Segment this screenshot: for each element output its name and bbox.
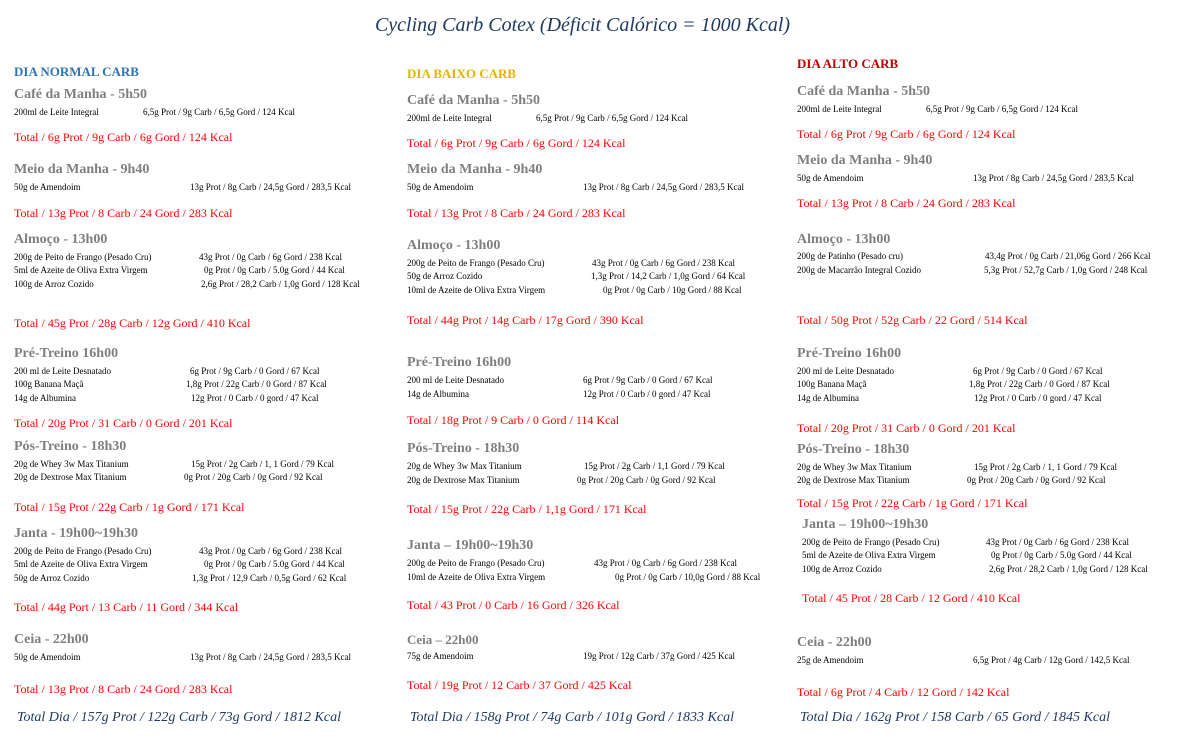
food-name: 5ml de Azeite de Oliva Extra Virgem [14, 265, 148, 275]
food-macros: 1,8g Prot / 22g Carb / 0 Gord / 87 Kcal [186, 379, 327, 389]
meal-title: Janta – 19h00~19h30 [802, 517, 929, 532]
meal-total: Total / 44g Port / 13 Carb / 11 Gord / 344 Kcal [14, 600, 239, 614]
meal-title: Café da Manha - 5h50 [407, 93, 541, 108]
meal-total: Total / 13g Prot / 8 Carb / 24 Gord / 283 Kcal [407, 206, 626, 220]
meal-total: Total / 20g Prot / 31 Carb / 0 Gord / 201 Kcal [797, 421, 1016, 435]
meal-total: Total / 6g Prot / 9g Carb / 6g Gord / 124 Kcal [797, 127, 1016, 141]
food-name: 25g de Amendoim [797, 655, 864, 665]
food-name: 20g de Dextrose Max Titanium [14, 472, 127, 482]
food-macros: 0g Prot / 0g Carb / 10g Gord / 88 Kcal [603, 285, 742, 295]
food-name: 10ml de Azeite de Oliva Extra Virgem [407, 285, 546, 295]
food-name: 14g de Albumina [14, 393, 76, 403]
food-item [802, 550, 1192, 562]
food-item [14, 459, 394, 471]
meal-title: Janta – 19h00~19h30 [407, 538, 534, 553]
day-total: Total Dia / 162g Prot / 158 Carb / 65 Gord / 1845 Kcal [800, 710, 1110, 725]
food-macros: 1,8g Prot / 22g Carb / 0 Gord / 87 Kcal [969, 379, 1110, 389]
document-title: Cycling Carb Cotex (Déficit Calórico = 1000 Kcal) [374, 14, 791, 36]
food-macros: 6,5g Prot / 4g Carb / 12g Gord / 142,5 Kcal [973, 655, 1130, 665]
food-name: 50g de Amendoim [797, 173, 864, 183]
meal-title: Pré-Treino 16h00 [14, 346, 119, 361]
food-name: 200g de Peito de Frango (Pesado Cru) [802, 537, 940, 547]
food-macros: 5,3g Prot / 52,7g Carb / 1,0g Gord / 248 Kcal [984, 265, 1148, 275]
food-macros: 1,3g Prot / 14,2 Carb / 1,0g Gord / 64 Kcal [591, 271, 746, 281]
food-name: 20g de Dextrose Max Titanium [797, 475, 910, 485]
meal-title: Café da Manha - 5h50 [14, 87, 148, 102]
food-item [797, 655, 1187, 667]
food-name: 200g de Peito de Frango (Pesado Cru) [14, 546, 152, 556]
food-name: 100g Banana Maçã [797, 379, 867, 389]
food-name: 50g de Amendoim [14, 182, 81, 192]
meal-title: Ceia - 22h00 [14, 632, 89, 647]
food-macros: 0g Prot / 0g Carb / 10,0g Gord / 88 Kcal [615, 572, 761, 582]
meal-total: Total / 20g Prot / 31 Carb / 0 Gord / 201 Kcal [14, 416, 233, 430]
food-item [797, 173, 1187, 185]
food-item [797, 462, 1187, 474]
food-item [407, 651, 792, 663]
food-macros: 13g Prot / 8g Carb / 24,5g Gord / 283,5 Kcal [190, 652, 351, 662]
food-macros: 12g Prot / 0 Carb / 0 gord / 47 Kcal [974, 393, 1102, 403]
food-macros: 6g Prot / 9g Carb / 0 Gord / 67 Kcal [190, 366, 320, 376]
food-item [407, 258, 792, 270]
food-macros: 6g Prot / 9g Carb / 0 Gord / 67 Kcal [973, 366, 1103, 376]
meal-title: Meio da Manha - 9h40 [797, 153, 933, 168]
food-macros: 6g Prot / 9g Carb / 0 Gord / 67 Kcal [583, 375, 713, 385]
meal-total: Total / 6g Prot / 4 Carb / 12 Gord / 142 Kcal [797, 685, 1010, 699]
food-macros: 43g Prot / 0g Carb / 6g Gord / 238 Kcal [199, 546, 342, 556]
food-name: 10ml de Azeite de Oliva Extra Virgem [407, 572, 546, 582]
day-total: Total Dia / 157g Prot / 122g Carb / 73g Gord / 1812 Kcal [17, 710, 341, 725]
food-item [407, 285, 792, 297]
food-name: 50g de Amendoim [14, 652, 81, 662]
food-macros: 13g Prot / 8g Carb / 24,5g Gord / 283,5 Kcal [973, 173, 1134, 183]
food-macros: 15g Prot / 2g Carb / 1,1 Gord / 79 Kcal [584, 461, 725, 471]
food-item [14, 107, 394, 119]
food-item [407, 389, 792, 401]
food-item [802, 537, 1192, 549]
meal-total: Total / 18g Prot / 9 Carb / 0 Gord / 114 Kcal [407, 413, 620, 427]
food-name: 5ml de Azeite de Oliva Extra Virgem [802, 550, 936, 560]
meal-total: Total / 44g Prot / 14g Carb / 17g Gord / 390 Kcal [407, 313, 644, 327]
meal-title: Almoço - 13h00 [797, 232, 891, 247]
food-macros: 12g Prot / 0 Carb / 0 gord / 47 Kcal [191, 393, 319, 403]
meal-title: Pré-Treino 16h00 [407, 355, 512, 370]
food-name: 5ml de Azeite de Oliva Extra Virgem [14, 559, 148, 569]
meal-title: Almoço - 13h00 [407, 238, 501, 253]
food-item [14, 546, 394, 558]
food-name: 50g de Amendoim [407, 182, 474, 192]
food-item [14, 472, 394, 484]
column-header: DIA ALTO CARB [797, 56, 899, 71]
food-item [802, 564, 1192, 576]
food-name: 100g de Arroz Cozido [14, 279, 94, 289]
food-macros: 0g Prot / 20g Carb / 0g Gord / 92 Kcal [577, 475, 716, 485]
meal-title: Almoço - 13h00 [14, 232, 108, 247]
food-item [14, 182, 394, 194]
food-item [797, 265, 1187, 277]
meal-title: Café da Manha - 5h50 [797, 84, 931, 99]
meal-title: Pré-Treino 16h00 [797, 346, 902, 361]
food-name: 200 ml de Leite Desnatado [797, 366, 894, 376]
food-item [14, 573, 394, 585]
column-header: DIA NORMAL CARB [14, 64, 139, 79]
food-name: 200g de Patinho (Pesado cru) [797, 251, 903, 261]
meal-total: Total / 50g Prot / 52g Carb / 22 Gord / 514 Kcal [797, 313, 1028, 327]
meal-total: Total / 19g Prot / 12 Carb / 37 Gord / 425 Kcal [407, 678, 632, 692]
food-name: 200g de Macarrão Integral Cozido [797, 265, 921, 275]
meal-total: Total / 15g Prot / 22g Carb / 1g Gord / 171 Kcal [14, 500, 245, 514]
food-name: 200ml de Leite Integral [407, 113, 492, 123]
food-macros: 0g Prot / 0g Carb / 5.0g Gord / 44 Kcal [991, 550, 1132, 560]
meal-total: Total / 45g Prot / 28g Carb / 12g Gord / 410 Kcal [14, 316, 251, 330]
food-macros: 2,6g Prot / 28,2 Carb / 1,0g Gord / 128 Kcal [201, 279, 360, 289]
meal-title: Pós-Treino - 18h30 [14, 439, 127, 454]
food-macros: 43g Prot / 0g Carb / 6g Gord / 238 Kcal [199, 252, 342, 262]
food-macros: 6,5g Prot / 9g Carb / 6,5g Gord / 124 Kcal [143, 107, 295, 117]
food-item [14, 366, 394, 378]
food-item [14, 393, 394, 405]
food-name: 200 ml de Leite Desnatado [407, 375, 504, 385]
food-macros: 15g Prot / 2g Carb / 1, 1 Gord / 79 Kcal [974, 462, 1117, 472]
food-macros: 0g Prot / 0g Carb / 5.0g Gord / 44 Kcal [204, 559, 345, 569]
meal-title: Meio da Manha - 9h40 [407, 162, 543, 177]
food-macros: 6,5g Prot / 9g Carb / 6,5g Gord / 124 Kcal [536, 113, 688, 123]
meal-total: Total / 43 Prot / 0 Carb / 16 Gord / 326 Kcal [407, 598, 620, 612]
food-name: 50g de Arroz Cozido [14, 573, 90, 583]
food-macros: 15g Prot / 2g Carb / 1, 1 Gord / 79 Kcal [191, 459, 334, 469]
food-name: 200ml de Leite Integral [14, 107, 99, 117]
food-item [407, 558, 792, 570]
food-item [797, 475, 1187, 487]
food-item [797, 104, 1187, 116]
food-item [407, 461, 792, 473]
food-name: 200 ml de Leite Desnatado [14, 366, 111, 376]
food-macros: 1,3g Prot / 12,9 Carb / 0,5g Gord / 62 Kcal [192, 573, 347, 583]
meal-title: Ceia - 22h00 [797, 635, 872, 650]
food-name: 200g de Peito de Frango (Pesado Cru) [407, 558, 545, 568]
food-name: 14g de Albumina [797, 393, 859, 403]
food-name: 20g de Whey 3w Max Titanium [14, 459, 129, 469]
food-macros: 6,5g Prot / 9g Carb / 6,5g Gord / 124 Kcal [926, 104, 1078, 114]
food-item [407, 375, 792, 387]
meal-total: Total / 45 Prot / 28 Carb / 12 Gord / 410 Kcal [802, 591, 1021, 605]
food-name: 75g de Amendoim [407, 651, 474, 661]
food-item [407, 572, 792, 584]
food-name: 100g de Arroz Cozido [802, 564, 882, 574]
meal-title: Pós-Treino - 18h30 [797, 442, 910, 457]
food-name: 20g de Whey 3w Max Titanium [407, 461, 522, 471]
food-macros: 2,6g Prot / 28,2 Carb / 1,0g Gord / 128 Kcal [989, 564, 1148, 574]
food-name: 200ml de Leite Integral [797, 104, 882, 114]
food-macros: 0g Prot / 20g Carb / 0g Gord / 92 Kcal [967, 475, 1106, 485]
food-name: 14g de Albumina [407, 389, 469, 399]
food-item [14, 265, 394, 277]
food-name: 100g Banana Maçã [14, 379, 84, 389]
meal-title: Janta - 19h00~19h30 [14, 526, 138, 541]
meal-title: Meio da Manha - 9h40 [14, 162, 150, 177]
meal-total: Total / 13g Prot / 8 Carb / 24 Gord / 283 Kcal [797, 196, 1016, 210]
meal-total: Total / 13g Prot / 8 Carb / 24 Gord / 283 Kcal [14, 206, 233, 220]
food-item [407, 271, 792, 283]
food-name: 200g de Peito de Frango (Pesado Cru) [407, 258, 545, 268]
food-name: 50g de Arroz Cozido [407, 271, 483, 281]
food-item [797, 251, 1187, 263]
food-macros: 12g Prot / 0 Carb / 0 gord / 47 Kcal [583, 389, 711, 399]
food-item [797, 393, 1187, 405]
food-item [407, 113, 792, 125]
meal-total: Total / 6g Prot / 9g Carb / 6g Gord / 124 Kcal [407, 136, 626, 150]
meal-title: Pós-Treino - 18h30 [407, 441, 520, 456]
column-header: DIA BAIXO CARB [407, 66, 517, 81]
food-macros: 13g Prot / 8g Carb / 24,5g Gord / 283,5 Kcal [190, 182, 351, 192]
food-macros: 43g Prot / 0g Carb / 6g Gord / 238 Kcal [986, 537, 1129, 547]
food-macros: 13g Prot / 8g Carb / 24,5g Gord / 283,5 Kcal [583, 182, 744, 192]
food-item [797, 379, 1187, 391]
food-item [407, 475, 792, 487]
meal-total: Total / 6g Prot / 9g Carb / 6g Gord / 124 Kcal [14, 130, 233, 144]
food-item [14, 559, 394, 571]
food-name: 200g de Peito de Frango (Pesado Cru) [14, 252, 152, 262]
food-macros: 0g Prot / 0g Carb / 5.0g Gord / 44 Kcal [204, 265, 345, 275]
meal-total: Total / 15g Prot / 22g Carb / 1g Gord / 171 Kcal [797, 496, 1028, 510]
meal-title: Ceia – 22h00 [407, 632, 479, 647]
food-macros: 43,4g Prot / 0g Carb / 21,06g Gord / 266 Kcal [985, 251, 1151, 261]
food-macros: 19g Prot / 12g Carb / 37g Gord / 425 Kcal [583, 651, 735, 661]
day-total: Total Dia / 158g Prot / 74g Carb / 101g Gord / 1833 Kcal [410, 710, 734, 725]
food-macros: 43g Prot / 0g Carb / 6g Gord / 238 Kcal [592, 258, 735, 268]
food-name: 20g de Dextrose Max Titanium [407, 475, 520, 485]
food-item [14, 652, 394, 664]
food-name: 20g de Whey 3w Max Titanium [797, 462, 912, 472]
meal-total: Total / 13g Prot / 8 Carb / 24 Gord / 283 Kcal [14, 682, 233, 696]
food-item [14, 279, 394, 291]
meal-total: Total / 15g Prot / 22g Carb / 1,1g Gord / 171 Kcal [407, 502, 647, 516]
food-macros: 43g Prot / 0g Carb / 6g Gord / 238 Kcal [594, 558, 737, 568]
food-item [797, 366, 1187, 378]
food-macros: 0g Prot / 20g Carb / 0g Gord / 92 Kcal [184, 472, 323, 482]
food-item [14, 252, 394, 264]
food-item [14, 379, 394, 391]
food-item [407, 182, 792, 194]
